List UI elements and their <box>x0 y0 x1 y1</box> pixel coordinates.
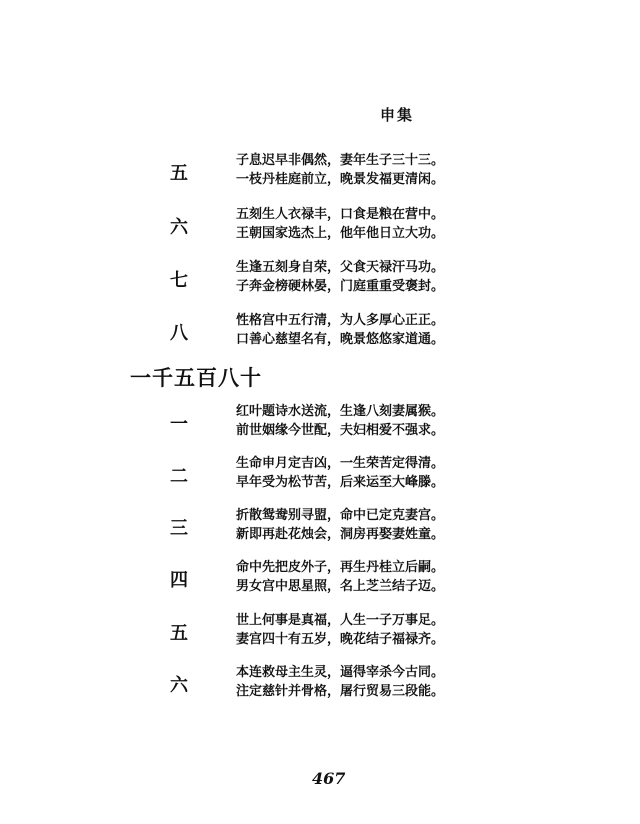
verse-line: 前世姻缘今世配，夫妇相爱不强求。 <box>236 423 445 438</box>
verse-line: 子奔金榜硬林晏，门庭重重受褒封。 <box>236 279 445 294</box>
verse-line: 折散鸳鸯别寻盟，命中已定克妻宫。 <box>236 508 445 523</box>
verse-entry <box>170 402 470 442</box>
verse-line: 新即再赴花烛会，洞房再娶妻姓童。 <box>236 527 445 542</box>
verse-line: 性格宫中五行清，为人多厚心正正。 <box>236 313 445 328</box>
verse-text <box>236 151 444 189</box>
verse-text <box>236 611 444 649</box>
verse-line: 一枝丹桂庭前立，晚景发福更清闲。 <box>236 172 445 187</box>
verse-line: 红叶题诗水送流，生逢八刻妻属猴。 <box>236 404 445 419</box>
verse-number: 八 <box>170 323 188 344</box>
verse-number: 五 <box>170 163 188 184</box>
verse-number: 四 <box>170 570 188 591</box>
verse-number: 六 <box>170 217 188 238</box>
verse-entry <box>170 663 470 703</box>
verse-line: 王朝国家选杰上，他年他日立大功。 <box>236 226 445 241</box>
verse-entry <box>170 611 470 651</box>
verse-line: 命中先把皮外子，再生丹桂立后嗣。 <box>236 560 445 575</box>
verse-text <box>236 506 444 544</box>
verse-text <box>236 258 444 296</box>
verse-line: 男女宫中思星照，名上芝兰结子迈。 <box>236 579 445 594</box>
verse-line: 生命申月定吉凶，一生荣苦定得清。 <box>236 456 445 471</box>
verse-text <box>236 205 444 243</box>
verse-line: 本连救母主生灵，逼得宰杀今古同。 <box>236 665 445 680</box>
verse-entry <box>170 454 470 494</box>
verse-entry <box>170 506 470 546</box>
verse-entry <box>170 258 470 298</box>
verse-number: 七 <box>170 270 188 291</box>
page-header: 申集 <box>380 106 415 124</box>
verse-text <box>236 663 444 701</box>
verse-text <box>236 558 444 596</box>
verse-entry <box>170 151 470 191</box>
verse-line: 世上何事是真福，人生一子万事足。 <box>236 613 445 628</box>
verse-line: 口善心慈望名有，晚景悠悠家道通。 <box>236 332 445 347</box>
verse-line: 子息迟早非偶然，妻年生子三十三。 <box>236 153 445 168</box>
verse-entry <box>170 558 470 598</box>
verse-line: 注定慈针并骨格，屠行贸易三段能。 <box>236 684 445 699</box>
verse-number: 六 <box>170 675 188 696</box>
verse-entry <box>170 205 470 245</box>
verse-number: 五 <box>170 623 188 644</box>
verse-line: 早年受为松节苦，后来运至大峰滕。 <box>236 475 445 490</box>
verse-entry <box>170 311 470 351</box>
section-title: 一千五百八十 <box>130 365 262 390</box>
verse-text <box>236 454 444 492</box>
verse-text <box>236 311 444 349</box>
verse-line: 妻宫四十有五岁，晚花结子福禄齐。 <box>236 632 445 647</box>
verse-number: 二 <box>170 466 188 487</box>
verse-text <box>236 402 444 440</box>
verse-number: 三 <box>170 518 188 539</box>
page-number: 467 <box>312 769 346 788</box>
verse-line: 生逢五刻身自荣，父食天禄汗马功。 <box>236 260 445 275</box>
verse-line: 五刻生人衣禄丰，口食是粮在营中。 <box>236 207 445 222</box>
verse-number: 一 <box>170 414 188 435</box>
